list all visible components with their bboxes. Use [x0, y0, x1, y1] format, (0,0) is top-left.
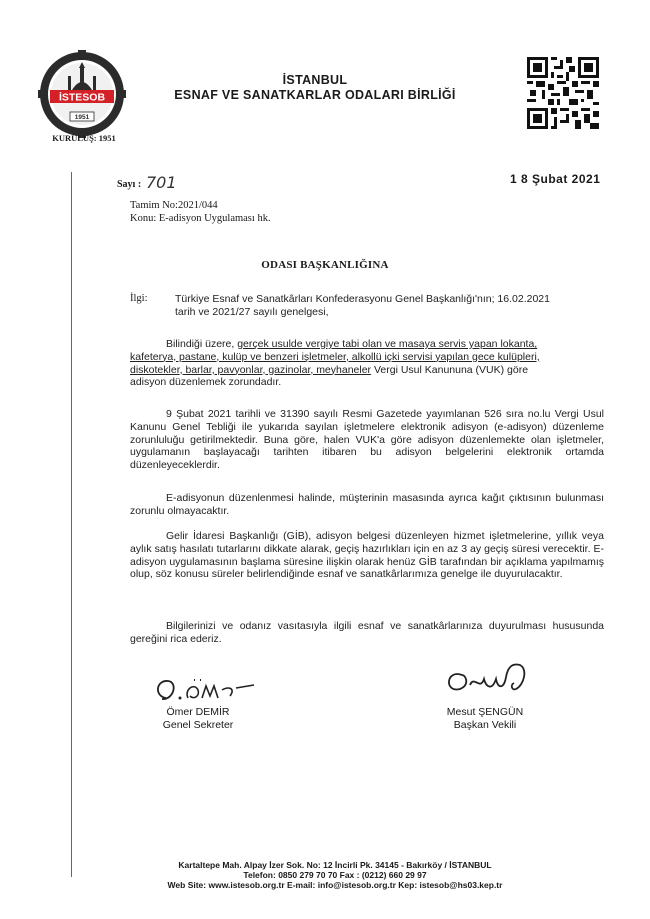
ilgi-label: İlgi:	[130, 293, 148, 304]
footer-address: Kartaltepe Mah. Alpay İzer Sok. No: 12 İncirli Pk. 34145 - Bakırköy / İSTANBUL	[178, 860, 492, 870]
p1-underlined-1: gerçek usulde vergiye tabi olan ve masaya servis yapan lokanta,	[237, 338, 538, 350]
left-signatory	[133, 706, 263, 732]
subject-line: Konu: E-adisyon Uygulaması hk.	[130, 213, 271, 224]
istesob-logo	[38, 50, 126, 138]
organization-name	[150, 73, 480, 103]
document-date: 1 8 Şubat 2021	[510, 172, 601, 186]
p1-last: adisyon düzenlemek zorundadır.	[130, 376, 282, 389]
right-signatory-name: Mesut ŞENGÜN	[446, 706, 524, 718]
right-signature-image	[440, 655, 540, 700]
p1-start: Bilindiği üzere,	[166, 338, 235, 350]
ilgi-line-1: Türkiye Esnaf ve Sanatkârları Konfederasyonu Genel Başkanlığı'nın; 16.02.2021	[175, 293, 550, 305]
left-signatory-title: Genel Sekreter	[162, 719, 234, 731]
p1-end: Vergi Usul Kanununa (VUK) göre	[373, 363, 529, 376]
org-line-1: İSTANBUL	[282, 73, 348, 87]
ilgi-line-2: tarih ve 2021/27 sayılı genelgesi,	[175, 305, 329, 318]
addressee-heading: ODASI BAŞKANLIĞINA	[261, 259, 389, 271]
paragraph-5: Bilgilerinizi ve odanız vasıtasıyla ilgili esnaf ve sanatkârlarınıza duyurulması hususunda gereğini rica ederiz.	[130, 620, 604, 645]
p1-underlined-2: kafeterya, pastane, kulüp ve benzeri işletmeler, alkollü içki servisi yapılan gece kulüpleri,	[130, 350, 540, 363]
p1-underlined-3: diskotekler, barlar, pavyonlar, gazinolar, meyhaneler	[130, 363, 372, 376]
footer-contact	[100, 860, 570, 890]
paragraph-1-line-1	[130, 338, 604, 351]
qr-code	[527, 57, 599, 129]
founded-text: KURULUŞ: 1951	[52, 133, 116, 143]
footer-phone: Telefon: 0850 279 70 70 Fax : (0212) 660 29 97	[243, 870, 427, 880]
paragraph-1-line-3	[130, 364, 604, 377]
ilgi-text	[175, 293, 603, 319]
paragraph-2: 9 Şubat 2021 tarihli ve 31390 sayılı Resmi Gazetede yayımlanan 526 sıra no.lu Vergi Usul Kanunu Genel Tebliği ile yukarıda sayılan işletmelere elektronik adisyon (e-adisyon) düzenleme zorunluluğu getirilmektedir. Buna göre, halen VUK'a göre adisyon düzenlemekte olan işletmeler, uygulamanın başlayacağı tarihten itibaren bu adisyon belgelerini elektronik ortamda düzenleyeceklerdir.	[130, 408, 604, 472]
footer-web: Web Site: www.istesob.org.tr E-mail: info@istesob.org.tr Kep: istesob@hs03.kep.tr	[167, 880, 503, 890]
logo-text: İSTESOB	[58, 91, 106, 104]
org-line-2: ESNAF VE SANATKARLAR ODALARI BİRLİĞİ	[174, 88, 456, 102]
paragraph-1	[130, 338, 604, 389]
logo-year: 1951	[74, 114, 90, 121]
left-signatory-name: Ömer DEMİR	[166, 706, 230, 718]
margin-rule	[71, 172, 72, 877]
paragraph-4: Gelir İdaresi Başkanlığı (GİB), adisyon belgesi düzenleyen hizmet işletmelerine, yıllık veya aylık satış hasılatı tutarlarını dikkate alarak, geçiş hazırlıkları için en az 3 ay geçiş süresi verecektir. E-adisyon uygulamasının başlama süresine ilişkin olarak henüz GİB tarafından bir açıklama yapılmamış olup, söz konusu süreler belirlendiğinde esnaf ve sanatkârlarımıza genelge ile duyurulacaktır.	[130, 530, 604, 581]
right-signatory	[425, 706, 545, 732]
right-signatory-title: Başkan Vekili	[453, 719, 517, 731]
left-signature-image	[150, 672, 260, 708]
sayi-label: Sayı :	[117, 179, 142, 190]
paragraph-3: E-adisyonun düzenlenmesi halinde, müşterinin masasında ayrıca kağıt çıktısının bulunması zorunlu olmayacaktır.	[130, 492, 604, 517]
sayi-value: 701	[146, 173, 177, 192]
tamim-number: Tamim No:2021/044	[130, 200, 218, 211]
